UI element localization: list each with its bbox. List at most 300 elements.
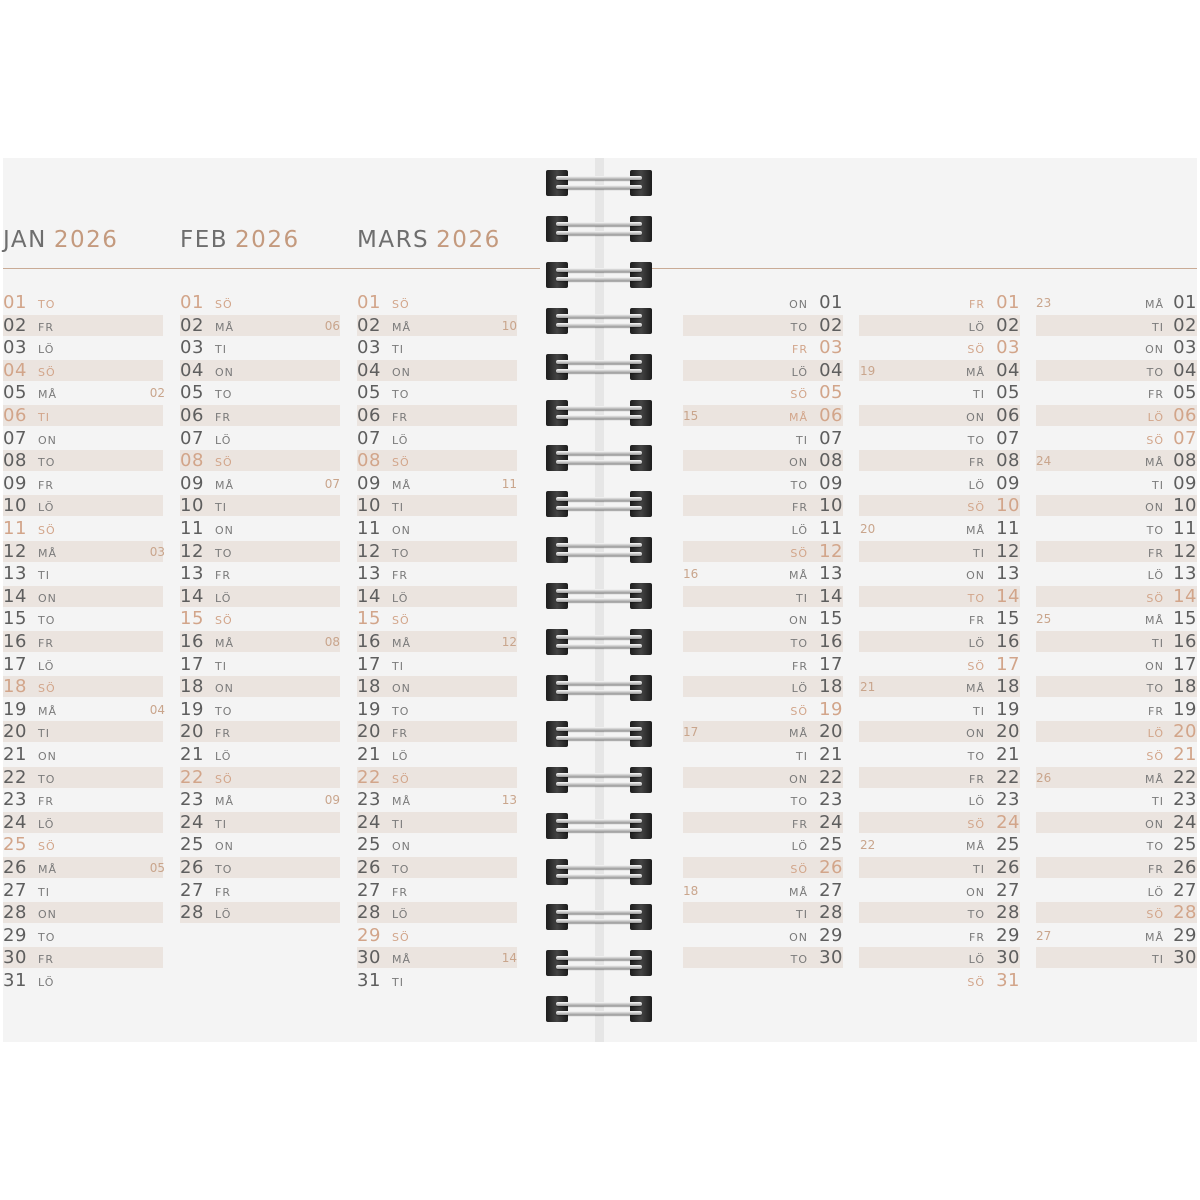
day-row[interactable]: [3, 495, 163, 516]
weekday-label: SÖ: [1146, 592, 1164, 605]
weekday-label: ON: [789, 614, 808, 627]
day-row[interactable]: [180, 721, 340, 742]
day-row[interactable]: [3, 676, 163, 697]
day-row[interactable]: [357, 947, 517, 968]
day-number: 30: [357, 947, 381, 968]
day-row[interactable]: [357, 789, 517, 810]
day-row[interactable]: [357, 608, 517, 629]
weekday-label: SÖ: [967, 660, 985, 673]
day-row[interactable]: [180, 428, 340, 449]
day-row[interactable]: [357, 834, 517, 855]
day-row[interactable]: [859, 789, 1020, 810]
weekday-label: FR: [969, 456, 985, 469]
day-row[interactable]: [357, 518, 517, 539]
weekday-label: MÅ: [392, 637, 412, 650]
day-row[interactable]: [859, 676, 1020, 697]
day-row[interactable]: [3, 315, 163, 336]
day-row[interactable]: [859, 631, 1020, 652]
day-row[interactable]: [859, 586, 1020, 607]
binding-ring: [546, 216, 652, 242]
weekday-label: TO: [38, 773, 56, 786]
day-row[interactable]: [3, 518, 163, 539]
day-row[interactable]: [3, 721, 163, 742]
day-row[interactable]: [859, 902, 1020, 923]
day-row[interactable]: [357, 337, 517, 358]
day-row[interactable]: [3, 405, 163, 426]
day-number: 22: [180, 767, 204, 788]
day-number: 13: [1173, 563, 1197, 584]
day-row[interactable]: [1036, 654, 1197, 675]
weekday-label: ON: [215, 840, 234, 853]
day-row[interactable]: [180, 631, 340, 652]
weekday-label: ON: [215, 524, 234, 537]
day-row[interactable]: [3, 857, 163, 878]
day-row[interactable]: [180, 292, 340, 313]
day-number: 11: [3, 518, 27, 539]
day-row[interactable]: [859, 654, 1020, 675]
day-number: 23: [357, 789, 381, 810]
day-row[interactable]: [180, 857, 340, 878]
weekday-label: TO: [215, 705, 233, 718]
day-row[interactable]: [3, 880, 163, 901]
day-row[interactable]: [859, 925, 1020, 946]
day-row[interactable]: [683, 405, 843, 426]
day-row[interactable]: [859, 473, 1020, 494]
day-row[interactable]: [859, 360, 1020, 381]
day-number: 23: [1173, 789, 1197, 810]
day-row[interactable]: [180, 789, 340, 810]
day-row[interactable]: [3, 608, 163, 629]
day-row[interactable]: [357, 857, 517, 878]
day-row[interactable]: [683, 834, 843, 855]
day-number: 05: [1173, 382, 1197, 403]
day-row[interactable]: [180, 360, 340, 381]
day-row[interactable]: [859, 744, 1020, 765]
day-number: 21: [180, 744, 204, 765]
day-row[interactable]: [3, 337, 163, 358]
day-row[interactable]: [180, 450, 340, 471]
day-row[interactable]: [357, 721, 517, 742]
day-number: 30: [3, 947, 27, 968]
day-row[interactable]: [180, 405, 340, 426]
day-number: 28: [3, 902, 27, 923]
day-row[interactable]: [3, 382, 163, 403]
day-row[interactable]: [1036, 473, 1197, 494]
week-number: 02: [149, 386, 165, 400]
day-row[interactable]: [683, 315, 843, 336]
day-row[interactable]: [1036, 337, 1197, 358]
day-row[interactable]: [683, 450, 843, 471]
weekday-label: ON: [38, 908, 57, 921]
day-row[interactable]: [180, 699, 340, 720]
day-row[interactable]: [3, 586, 163, 607]
day-number: 19: [357, 699, 381, 720]
weekday-label: LÖ: [38, 501, 55, 514]
day-number: 26: [1173, 857, 1197, 878]
day-number: 29: [1173, 925, 1197, 946]
day-number: 07: [819, 428, 843, 449]
day-row[interactable]: [1036, 925, 1197, 946]
weekday-label: ON: [1145, 343, 1164, 356]
day-row[interactable]: [3, 970, 163, 991]
day-number: 14: [996, 586, 1020, 607]
day-row[interactable]: [180, 563, 340, 584]
day-number: 15: [819, 608, 843, 629]
day-row[interactable]: [3, 812, 163, 833]
day-row[interactable]: [180, 518, 340, 539]
day-number: 24: [819, 812, 843, 833]
day-row[interactable]: [859, 857, 1020, 878]
day-row[interactable]: [1036, 880, 1197, 901]
day-row[interactable]: [683, 360, 843, 381]
weekday-label: SÖ: [215, 773, 233, 786]
week-number: 11: [501, 477, 517, 491]
day-number: 11: [180, 518, 204, 539]
weekday-label: TI: [1152, 637, 1164, 650]
day-row[interactable]: [1036, 721, 1197, 742]
weekday-label: FR: [792, 501, 808, 514]
day-row[interactable]: [3, 925, 163, 946]
day-number: 04: [357, 360, 381, 381]
day-row[interactable]: [180, 473, 340, 494]
day-row[interactable]: [859, 428, 1020, 449]
weekday-label: MÅ: [392, 321, 412, 334]
day-row[interactable]: [3, 563, 163, 584]
weekday-label: ON: [1145, 501, 1164, 514]
day-number: 30: [1173, 947, 1197, 968]
day-number: 03: [3, 337, 27, 358]
day-row[interactable]: [859, 608, 1020, 629]
month-year: 2026: [235, 227, 300, 253]
day-number: 28: [819, 902, 843, 923]
day-row[interactable]: [1036, 902, 1197, 923]
day-row[interactable]: [683, 721, 843, 742]
binding-ring: [546, 445, 652, 471]
day-row[interactable]: [683, 541, 843, 562]
day-row[interactable]: [357, 925, 517, 946]
weekday-label: LÖ: [791, 840, 808, 853]
day-row[interactable]: [357, 744, 517, 765]
day-row[interactable]: [357, 292, 517, 313]
day-row[interactable]: [180, 541, 340, 562]
weekday-label: TI: [392, 660, 404, 673]
day-row[interactable]: [1036, 495, 1197, 516]
day-row[interactable]: [3, 767, 163, 788]
day-row[interactable]: [180, 880, 340, 901]
day-row[interactable]: [180, 834, 340, 855]
day-row[interactable]: [3, 428, 163, 449]
day-row[interactable]: [859, 405, 1020, 426]
weekday-label: TI: [392, 501, 404, 514]
binding-ring: [546, 491, 652, 517]
weekday-label: ON: [392, 840, 411, 853]
day-row[interactable]: [357, 902, 517, 923]
day-row[interactable]: [683, 744, 843, 765]
day-row[interactable]: [1036, 563, 1197, 584]
day-row[interactable]: [3, 450, 163, 471]
weekday-label: TI: [215, 660, 227, 673]
day-row[interactable]: [357, 405, 517, 426]
weekday-label: FR: [792, 343, 808, 356]
day-row[interactable]: [357, 586, 517, 607]
day-row[interactable]: [1036, 450, 1197, 471]
weekday-label: TO: [967, 592, 985, 605]
day-row[interactable]: [1036, 812, 1197, 833]
day-row[interactable]: [1036, 382, 1197, 403]
day-number: 15: [996, 608, 1020, 629]
weekday-label: TO: [1146, 366, 1164, 379]
day-row[interactable]: [859, 970, 1020, 991]
day-row[interactable]: [1036, 699, 1197, 720]
day-row[interactable]: [683, 382, 843, 403]
day-row[interactable]: [3, 631, 163, 652]
day-row[interactable]: [683, 947, 843, 968]
day-number: 10: [3, 495, 27, 516]
day-row[interactable]: [1036, 767, 1197, 788]
weekday-label: TI: [215, 501, 227, 514]
day-number: 31: [3, 970, 27, 991]
day-row[interactable]: [357, 767, 517, 788]
day-row[interactable]: [1036, 541, 1197, 562]
day-row[interactable]: [859, 382, 1020, 403]
binding-ring: [546, 170, 652, 196]
day-row[interactable]: [859, 292, 1020, 313]
weekday-label: SÖ: [790, 863, 808, 876]
day-row[interactable]: [3, 654, 163, 675]
day-row[interactable]: [683, 495, 843, 516]
day-row[interactable]: [683, 631, 843, 652]
day-number: 12: [357, 541, 381, 562]
day-row[interactable]: [1036, 676, 1197, 697]
day-row[interactable]: [357, 812, 517, 833]
binding-ring: [546, 859, 652, 885]
day-row[interactable]: [683, 608, 843, 629]
day-row[interactable]: [357, 676, 517, 697]
day-row[interactable]: [1036, 360, 1197, 381]
day-row[interactable]: [357, 382, 517, 403]
day-row[interactable]: [683, 292, 843, 313]
day-row[interactable]: [859, 563, 1020, 584]
day-number: 09: [357, 473, 381, 494]
binding-ring: [546, 904, 652, 930]
day-row[interactable]: [180, 586, 340, 607]
day-number: 11: [819, 518, 843, 539]
day-row[interactable]: [1036, 315, 1197, 336]
day-row[interactable]: [683, 880, 843, 901]
day-row[interactable]: [859, 812, 1020, 833]
week-number: 06: [324, 319, 340, 333]
day-number: 12: [996, 541, 1020, 562]
day-row[interactable]: [3, 541, 163, 562]
weekday-label: ON: [392, 682, 411, 695]
day-number: 30: [819, 947, 843, 968]
week-number: 19: [860, 364, 876, 378]
day-row[interactable]: [180, 744, 340, 765]
day-row[interactable]: [3, 699, 163, 720]
day-row[interactable]: [180, 902, 340, 923]
day-row[interactable]: [683, 902, 843, 923]
day-number: 10: [180, 495, 204, 516]
day-row[interactable]: [1036, 518, 1197, 539]
day-number: 09: [3, 473, 27, 494]
day-number: 02: [996, 315, 1020, 336]
day-row[interactable]: [683, 767, 843, 788]
day-row[interactable]: [1036, 744, 1197, 765]
day-row[interactable]: [859, 721, 1020, 742]
day-row[interactable]: [683, 925, 843, 946]
day-number: 30: [996, 947, 1020, 968]
day-row[interactable]: [3, 947, 163, 968]
day-row[interactable]: [859, 834, 1020, 855]
day-row[interactable]: [683, 676, 843, 697]
day-number: 14: [180, 586, 204, 607]
day-row[interactable]: [683, 699, 843, 720]
weekday-label: FR: [38, 321, 54, 334]
day-row[interactable]: [859, 518, 1020, 539]
day-number: 29: [819, 925, 843, 946]
weekday-label: TI: [796, 750, 808, 763]
day-row[interactable]: [357, 450, 517, 471]
weekday-label: FR: [215, 569, 231, 582]
day-number: 27: [180, 880, 204, 901]
day-row[interactable]: [357, 563, 517, 584]
day-row[interactable]: [180, 382, 340, 403]
day-row[interactable]: [859, 450, 1020, 471]
day-row[interactable]: [357, 970, 517, 991]
day-row[interactable]: [357, 473, 517, 494]
weekday-label: TI: [392, 343, 404, 356]
weekday-label: FR: [792, 660, 808, 673]
day-row[interactable]: [1036, 292, 1197, 313]
day-row[interactable]: [683, 654, 843, 675]
day-number: 28: [996, 902, 1020, 923]
month-name: JAN: [3, 227, 47, 253]
day-row[interactable]: [180, 654, 340, 675]
weekday-label: MÅ: [215, 321, 235, 334]
day-row[interactable]: [683, 812, 843, 833]
day-row[interactable]: [683, 586, 843, 607]
weekday-label: MÅ: [215, 637, 235, 650]
day-row[interactable]: [180, 812, 340, 833]
day-row[interactable]: [1036, 428, 1197, 449]
day-row[interactable]: [859, 699, 1020, 720]
day-row[interactable]: [683, 473, 843, 494]
day-row[interactable]: [3, 473, 163, 494]
month-title: [3, 224, 118, 256]
day-row[interactable]: [859, 541, 1020, 562]
day-row[interactable]: [180, 608, 340, 629]
day-row[interactable]: [1036, 608, 1197, 629]
day-row[interactable]: [180, 315, 340, 336]
day-row[interactable]: [859, 767, 1020, 788]
day-row[interactable]: [357, 699, 517, 720]
day-row[interactable]: [357, 654, 517, 675]
day-row[interactable]: [357, 360, 517, 381]
day-row[interactable]: [3, 360, 163, 381]
day-row[interactable]: [1036, 834, 1197, 855]
day-row[interactable]: [3, 744, 163, 765]
day-row[interactable]: [1036, 947, 1197, 968]
day-row[interactable]: [859, 495, 1020, 516]
day-row[interactable]: [859, 880, 1020, 901]
day-number: 31: [357, 970, 381, 991]
day-row[interactable]: [683, 789, 843, 810]
weekday-label: TO: [392, 863, 410, 876]
weekday-label: ON: [966, 569, 985, 582]
day-number: 05: [819, 382, 843, 403]
day-row[interactable]: [357, 880, 517, 901]
day-row[interactable]: [180, 767, 340, 788]
day-number: 16: [1173, 631, 1197, 652]
day-row[interactable]: [1036, 586, 1197, 607]
weekday-label: LÖ: [38, 343, 55, 356]
day-row[interactable]: [1036, 405, 1197, 426]
day-number: 08: [357, 450, 381, 471]
day-row[interactable]: [1036, 631, 1197, 652]
day-number: 07: [1173, 428, 1197, 449]
day-row[interactable]: [357, 631, 517, 652]
day-number: 01: [3, 292, 27, 313]
binding-ring: [546, 400, 652, 426]
weekday-label: ON: [1145, 818, 1164, 831]
day-row[interactable]: [3, 834, 163, 855]
weekday-label: ON: [392, 524, 411, 537]
day-row[interactable]: [3, 902, 163, 923]
day-row[interactable]: [859, 315, 1020, 336]
day-row[interactable]: [180, 337, 340, 358]
day-number: 24: [1173, 812, 1197, 833]
weekday-label: TI: [1152, 479, 1164, 492]
day-row[interactable]: [683, 337, 843, 358]
day-row[interactable]: [180, 925, 340, 946]
weekday-label: FR: [969, 773, 985, 786]
day-number: 08: [180, 450, 204, 471]
day-row[interactable]: [683, 563, 843, 584]
weekday-label: LÖ: [791, 682, 808, 695]
day-row[interactable]: [357, 428, 517, 449]
day-row[interactable]: [683, 857, 843, 878]
day-number: 18: [357, 676, 381, 697]
day-row[interactable]: [1036, 789, 1197, 810]
day-row[interactable]: [683, 428, 843, 449]
weekday-label: LÖ: [968, 953, 985, 966]
weekday-label: TO: [215, 388, 233, 401]
day-number: 01: [996, 292, 1020, 313]
day-number: 04: [1173, 360, 1197, 381]
day-number: 02: [819, 315, 843, 336]
day-number: 24: [996, 812, 1020, 833]
weekday-label: TI: [973, 705, 985, 718]
day-row[interactable]: [357, 541, 517, 562]
day-row[interactable]: [180, 676, 340, 697]
day-row[interactable]: [3, 789, 163, 810]
day-row[interactable]: [859, 337, 1020, 358]
day-row[interactable]: [683, 518, 843, 539]
week-number: 09: [324, 793, 340, 807]
day-number: 06: [819, 405, 843, 426]
day-row[interactable]: [180, 495, 340, 516]
binding-ring: [546, 629, 652, 655]
day-row[interactable]: [357, 315, 517, 336]
week-number: 18: [683, 884, 699, 898]
day-row[interactable]: [1036, 857, 1197, 878]
weekday-label: TI: [973, 547, 985, 560]
weekday-label: MÅ: [965, 524, 985, 537]
day-row[interactable]: [859, 947, 1020, 968]
day-row[interactable]: [3, 292, 163, 313]
day-row[interactable]: [357, 495, 517, 516]
weekday-label: FR: [792, 818, 808, 831]
